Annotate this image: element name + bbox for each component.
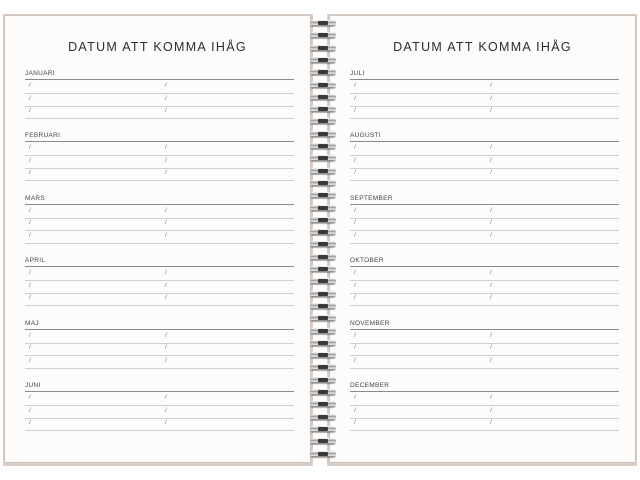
date-row[interactable] [350, 331, 619, 344]
month-block [350, 320, 619, 374]
date-row[interactable] [350, 231, 619, 244]
date-separator: / [354, 94, 356, 102]
month-label: JULI [350, 70, 365, 77]
month-block [25, 382, 294, 436]
month-label: AUGUSTI [350, 132, 381, 140]
date-separator: / [354, 107, 356, 114]
spiral-coil [306, 389, 340, 397]
date-separator: / [354, 169, 356, 177]
spiral-coil [306, 438, 340, 446]
date-row[interactable] [25, 393, 294, 406]
spiral-coil [306, 303, 340, 311]
date-row[interactable] [350, 94, 619, 107]
spiral-coil [306, 291, 340, 299]
spiral-coil [306, 254, 340, 262]
month-rule [25, 329, 294, 330]
date-row[interactable] [25, 293, 294, 306]
date-row[interactable] [350, 106, 619, 119]
spiral-coil [306, 57, 340, 65]
date-row[interactable] [350, 281, 619, 294]
month-label: JANUARI [25, 70, 55, 77]
month-rule [350, 391, 619, 392]
month-rule [350, 266, 619, 267]
date-separator: / [354, 269, 356, 277]
date-separator: / [490, 231, 492, 239]
date-separator: / [165, 144, 167, 152]
date-row[interactable] [350, 293, 619, 306]
date-separator: / [490, 331, 492, 339]
spiral-coil [306, 377, 340, 385]
date-row[interactable] [350, 206, 619, 219]
date-row[interactable] [350, 418, 619, 431]
date-row[interactable] [25, 168, 294, 181]
date-separator: / [490, 94, 492, 102]
month-label: SEPTEMBER [350, 194, 393, 202]
date-separator: / [490, 294, 492, 302]
month-rule [25, 141, 294, 142]
date-separator: / [490, 82, 492, 89]
spiral-coil [306, 266, 340, 274]
date-separator: / [490, 406, 492, 414]
date-separator: / [29, 344, 31, 352]
date-separator: / [29, 94, 31, 102]
month-block [350, 70, 619, 124]
date-separator: / [29, 206, 31, 214]
spiral-coil [306, 414, 340, 422]
date-separator: / [165, 419, 167, 426]
month-rule [350, 204, 619, 205]
spiral-coil [306, 143, 340, 151]
date-separator: / [165, 206, 167, 214]
date-separator: / [165, 156, 167, 164]
month-block [25, 257, 294, 311]
date-separator: / [165, 94, 167, 102]
date-row[interactable] [350, 81, 619, 94]
date-separator: / [165, 394, 167, 401]
date-separator: / [29, 231, 31, 239]
spiral-coil [306, 192, 340, 200]
spiral-coil [306, 82, 340, 90]
left-page [5, 16, 310, 462]
date-separator: / [354, 419, 356, 426]
month-rule [25, 204, 294, 205]
spiral-coil [306, 168, 340, 176]
date-separator: / [490, 219, 492, 227]
date-row[interactable] [350, 406, 619, 419]
date-separator: / [165, 356, 167, 364]
date-separator: / [29, 269, 31, 277]
date-row[interactable] [25, 94, 294, 107]
date-separator: / [29, 331, 31, 339]
date-row[interactable] [350, 356, 619, 369]
date-separator: / [490, 144, 492, 152]
date-separator: / [29, 406, 31, 414]
date-separator: / [490, 419, 492, 426]
date-separator: / [165, 281, 167, 289]
month-rule [350, 79, 619, 80]
spiral-coil [306, 241, 340, 249]
date-separator: / [354, 206, 356, 214]
date-separator: / [29, 356, 31, 364]
date-separator: / [354, 156, 356, 164]
month-block [25, 320, 294, 374]
date-separator: / [165, 406, 167, 414]
spiral-coil [306, 401, 340, 409]
date-separator: / [29, 394, 31, 401]
date-row[interactable] [25, 218, 294, 231]
date-separator: / [490, 169, 492, 177]
date-separator: / [490, 281, 492, 289]
spiral-coil [306, 340, 340, 348]
date-row[interactable] [25, 206, 294, 219]
date-row[interactable] [25, 343, 294, 356]
date-separator: / [29, 219, 31, 227]
date-separator: / [354, 406, 356, 414]
date-separator: / [165, 169, 167, 177]
month-label: APRIL [25, 257, 46, 265]
date-separator: / [165, 231, 167, 239]
spiral-coil [306, 315, 340, 323]
spiral-coil [306, 205, 340, 213]
date-row[interactable] [25, 331, 294, 344]
month-label: MARS [25, 194, 45, 202]
spiral-coil [306, 69, 340, 77]
date-row[interactable] [350, 143, 619, 156]
date-separator: / [29, 144, 31, 152]
date-separator: / [165, 82, 167, 89]
date-separator: / [165, 331, 167, 339]
date-row[interactable] [350, 156, 619, 169]
date-separator: / [29, 281, 31, 289]
spiral-coil [306, 118, 340, 126]
spiral-coil [306, 451, 340, 459]
date-separator: / [165, 269, 167, 277]
date-separator: / [165, 294, 167, 302]
month-label: DECEMBER [350, 382, 390, 389]
right-page-title: DATUM ATT KOMMA IHÅG [393, 40, 572, 54]
month-block [25, 132, 294, 186]
date-separator: / [490, 356, 492, 364]
date-separator: / [354, 394, 356, 401]
spiral-coil [306, 180, 340, 188]
spiral-binding [306, 16, 340, 462]
spiral-coil [306, 131, 340, 139]
month-rule [25, 266, 294, 267]
month-block [350, 382, 619, 436]
spiral-coil [306, 155, 340, 163]
date-separator: / [354, 82, 356, 89]
right-page [330, 16, 635, 462]
date-row[interactable] [25, 81, 294, 94]
date-separator: / [29, 169, 31, 177]
date-row[interactable] [25, 231, 294, 244]
month-label: FEBRUARI [25, 132, 61, 140]
spiral-coil [306, 94, 340, 102]
spiral-coil [306, 45, 340, 53]
date-separator: / [165, 107, 167, 114]
month-label: JUNI [25, 382, 41, 389]
date-row[interactable] [350, 393, 619, 406]
date-row[interactable] [25, 143, 294, 156]
month-rule [350, 329, 619, 330]
date-separator: / [29, 107, 31, 114]
month-rule [25, 391, 294, 392]
date-row[interactable] [25, 406, 294, 419]
date-separator: / [490, 156, 492, 164]
date-separator: / [354, 294, 356, 302]
spiral-coil [306, 426, 340, 434]
date-row[interactable] [25, 268, 294, 281]
date-row[interactable] [350, 268, 619, 281]
month-block [25, 70, 294, 124]
month-label: MAJ [25, 319, 39, 327]
date-separator: / [354, 331, 356, 339]
spiral-coil [306, 278, 340, 286]
date-separator: / [29, 82, 31, 89]
date-row[interactable] [350, 343, 619, 356]
date-separator: / [354, 356, 356, 364]
spiral-coil [306, 328, 340, 336]
spiral-coil [306, 20, 340, 28]
month-block [25, 195, 294, 249]
month-label: OKTOBER [350, 257, 384, 265]
date-row[interactable] [350, 168, 619, 181]
date-separator: / [29, 419, 31, 426]
left-page-title: DATUM ATT KOMMA IHÅG [68, 40, 247, 54]
month-block [350, 195, 619, 249]
date-separator: / [490, 344, 492, 352]
date-separator: / [354, 344, 356, 352]
month-block [350, 132, 619, 186]
spiral-coil [306, 217, 340, 225]
spiral-coil [306, 364, 340, 372]
date-row[interactable] [350, 218, 619, 231]
date-separator: / [165, 344, 167, 352]
month-rule [350, 141, 619, 142]
date-separator: / [354, 281, 356, 289]
month-block [350, 257, 619, 311]
month-rule [25, 79, 294, 80]
date-separator: / [490, 269, 492, 277]
spiral-coil [306, 352, 340, 360]
date-separator: / [354, 144, 356, 152]
date-separator: / [29, 294, 31, 302]
date-separator: / [490, 107, 492, 114]
date-row[interactable] [25, 156, 294, 169]
spiral-coil [306, 32, 340, 40]
month-label: NOVEMBER [350, 319, 390, 327]
date-separator: / [354, 231, 356, 239]
date-separator: / [29, 156, 31, 164]
date-row[interactable] [25, 281, 294, 294]
date-separator: / [490, 206, 492, 214]
date-row[interactable] [25, 418, 294, 431]
date-row[interactable] [25, 106, 294, 119]
spiral-coil [306, 229, 340, 237]
date-separator: / [165, 219, 167, 227]
date-row[interactable] [25, 356, 294, 369]
date-separator: / [490, 394, 492, 401]
spiral-coil [306, 106, 340, 114]
date-separator: / [354, 219, 356, 227]
